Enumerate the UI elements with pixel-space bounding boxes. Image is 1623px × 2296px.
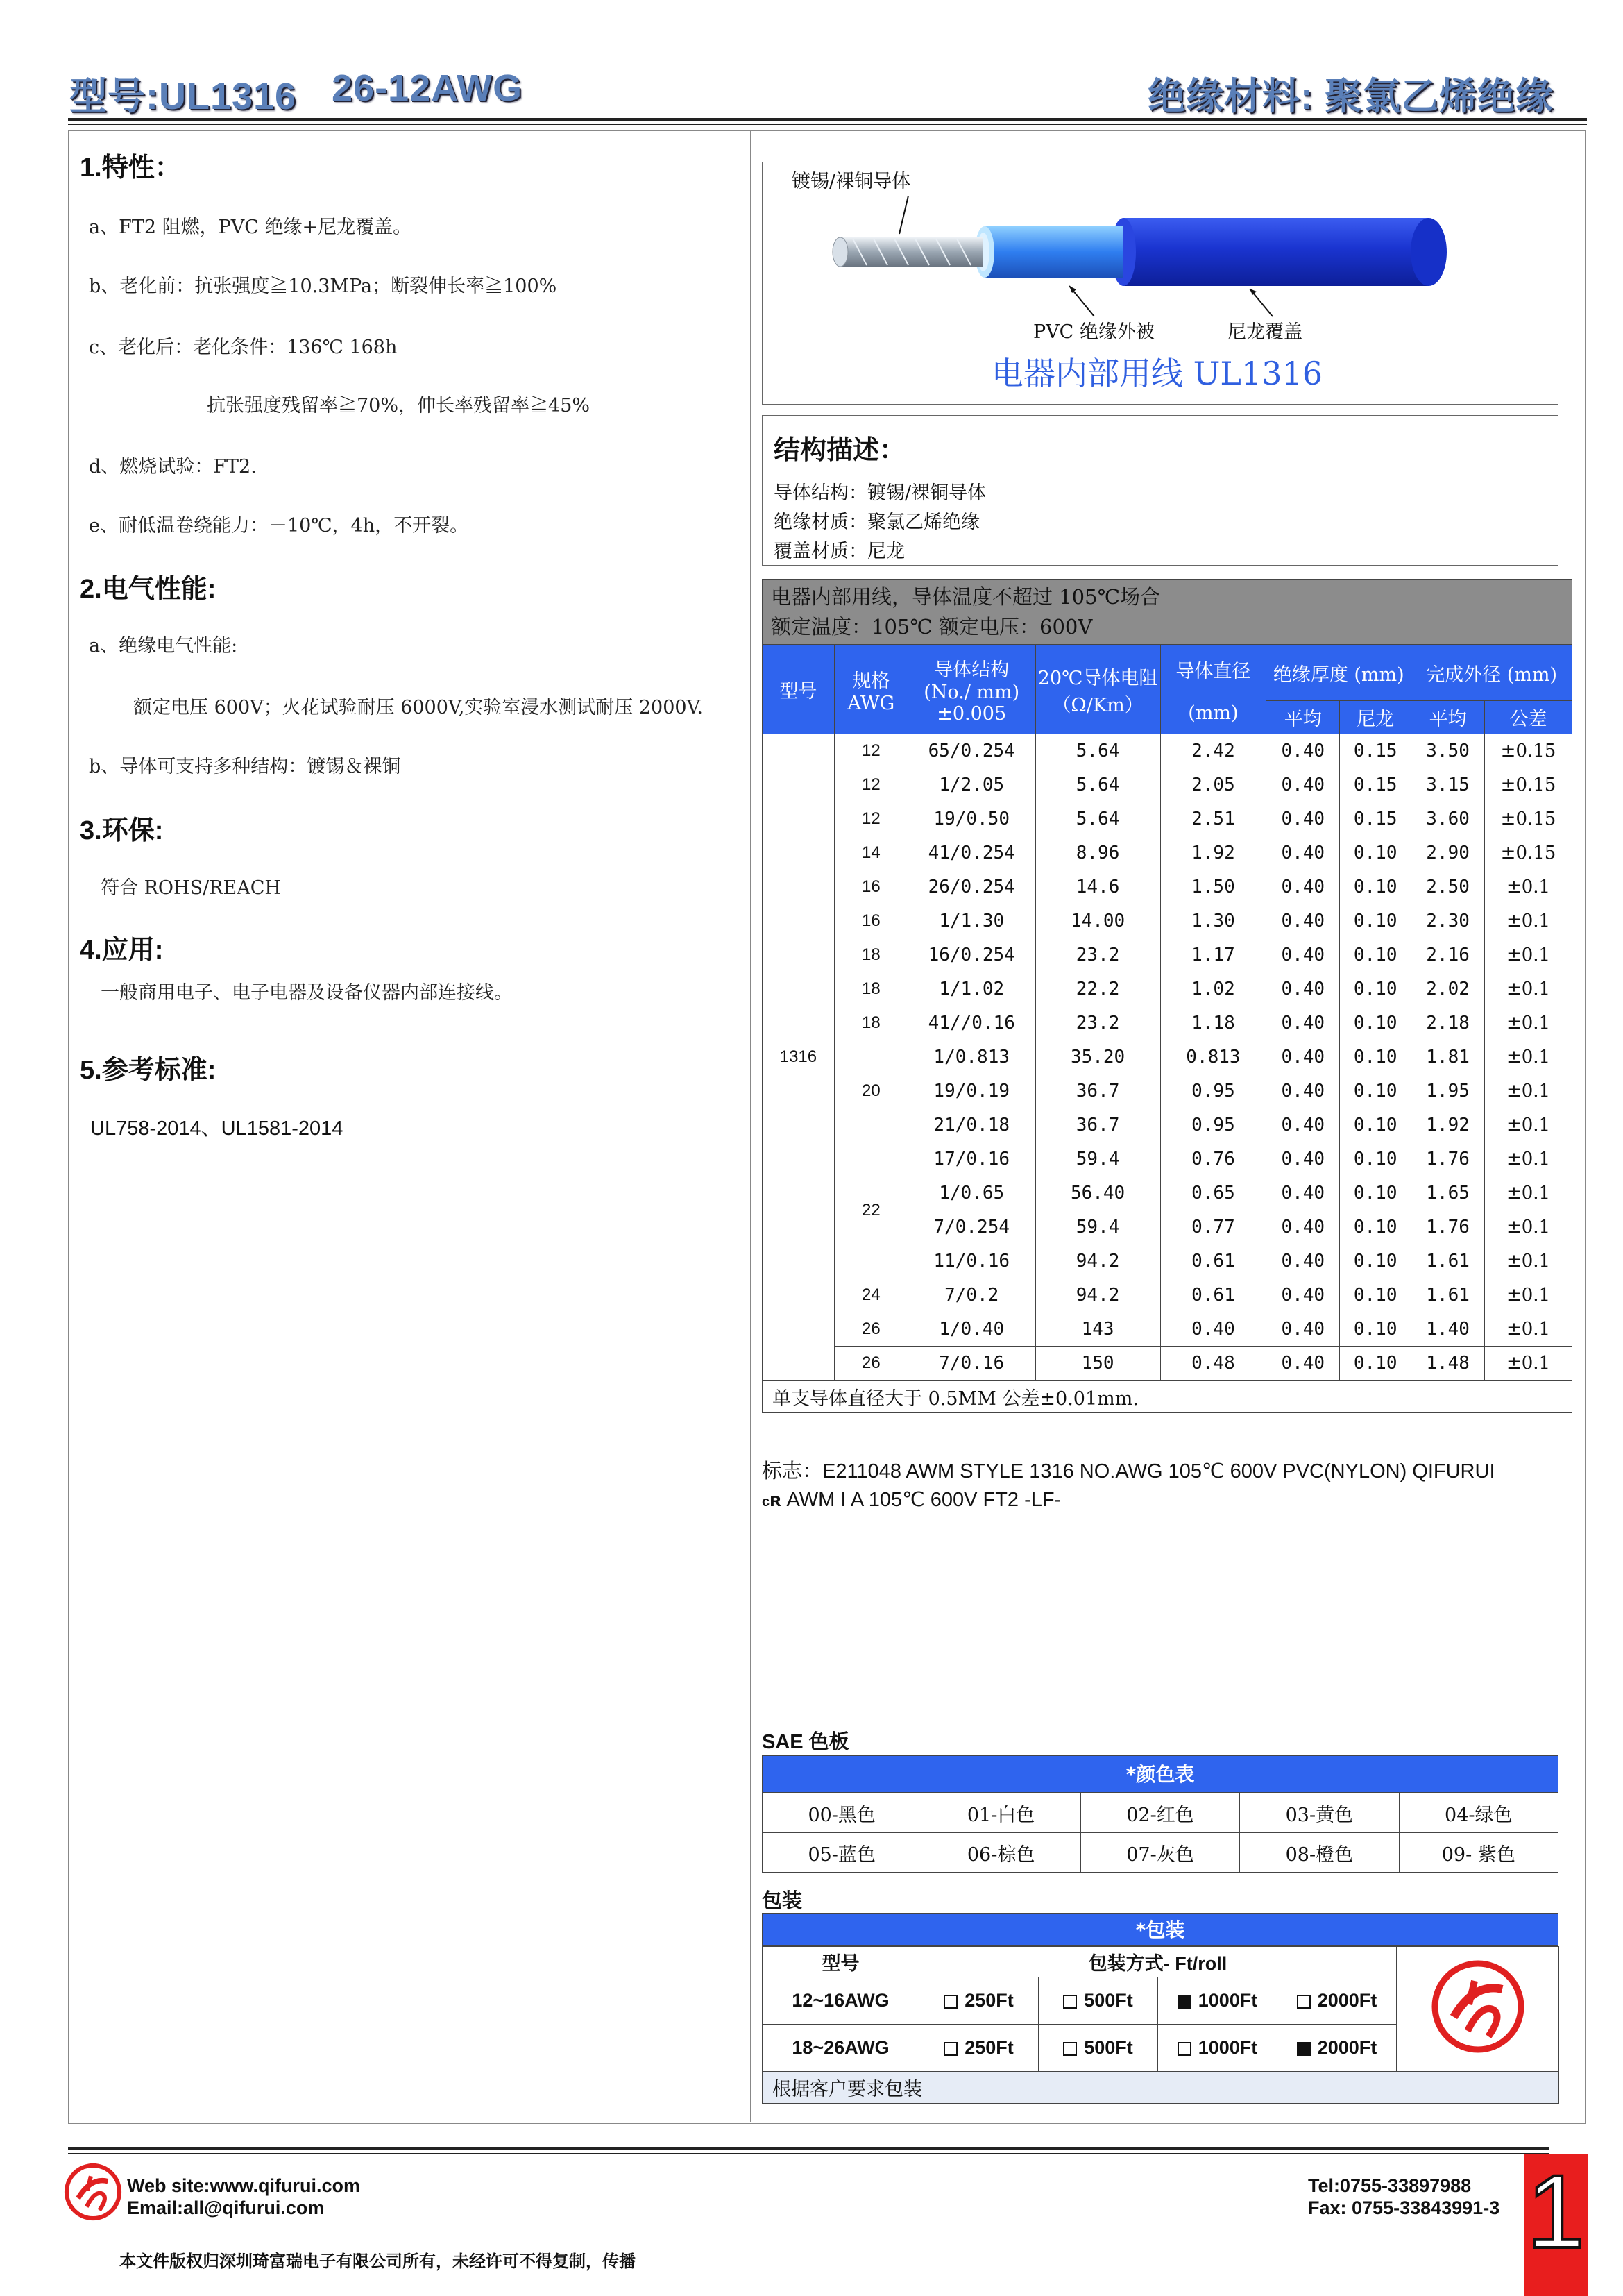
char-e: e、耐低温卷绕能力：－10℃，4h，不开裂。 <box>89 515 469 537</box>
tolerance-cell: ±0.1 <box>1485 1074 1572 1108</box>
insulation-avg-cell: 0.40 <box>1266 1176 1340 1210</box>
od-avg-cell: 1.76 <box>1411 1210 1485 1244</box>
conductor-cell: 19/0.19 <box>908 1074 1035 1108</box>
color-cell: 09- 紫色 <box>1399 1833 1558 1873</box>
structure-cover: 覆盖材质：尼龙 <box>774 541 905 562</box>
col-insulation: 绝缘厚度 (mm) <box>1266 645 1411 701</box>
pack-option-cell <box>1039 2025 1158 2072</box>
char-d: d、燃烧试验：FT2. <box>89 456 257 478</box>
conductor-cell: 7/0.254 <box>908 1210 1035 1244</box>
spec-row <box>763 734 1572 768</box>
insulation-avg-cell: 0.40 <box>1266 1312 1340 1347</box>
insulation-avg-cell: 0.40 <box>1266 836 1340 870</box>
resistance-cell: 5.64 <box>1035 802 1160 836</box>
col-diameter <box>1160 645 1266 734</box>
nylon-cell: 0.10 <box>1340 1210 1411 1244</box>
od-avg-cell: 1.81 <box>1411 1040 1485 1074</box>
od-avg-cell: 1.40 <box>1411 1312 1485 1347</box>
nylon-cell: 0.10 <box>1340 1040 1411 1074</box>
sae-title: SAE 色板 <box>762 1731 849 1753</box>
color-cell: 03-黄色 <box>1240 1793 1399 1833</box>
tolerance-cell: ±0.1 <box>1485 870 1572 904</box>
header-rule <box>68 118 1587 121</box>
model-cell: 1316 <box>763 734 835 1381</box>
spec-note-1: 电器内部用线，导体温度不超过 105℃场合 <box>771 585 1161 609</box>
pack-col-model: 型号 <box>763 1947 919 1977</box>
cable-figure-box <box>762 162 1558 405</box>
nylon-cell: 0.10 <box>1340 1244 1411 1278</box>
spec-table <box>762 645 1572 1413</box>
awg-range: 26-12AWG <box>332 67 523 109</box>
nylon-cell: 0.10 <box>1340 1347 1411 1381</box>
col-od: 完成外径 (mm) <box>1411 645 1572 701</box>
pvc-insulation <box>975 226 1123 278</box>
awg-cell: 12 <box>834 802 908 836</box>
diameter-cell: 0.61 <box>1160 1278 1266 1312</box>
pack-option-label: 2000Ft <box>1317 1990 1377 2011</box>
char-c: c、老化后：老化条件：136℃ 168h <box>89 337 398 358</box>
spec-row <box>763 768 1572 802</box>
resistance-cell: 5.64 <box>1035 734 1160 768</box>
header-rule-thin <box>68 124 1587 125</box>
nylon-cell: 0.10 <box>1340 1108 1411 1142</box>
spec-row <box>763 972 1572 1006</box>
insulation-avg-cell: 0.40 <box>1266 972 1340 1006</box>
unchecked-box-icon[interactable] <box>1063 1995 1077 2009</box>
checked-box-icon[interactable] <box>1297 2042 1311 2056</box>
pack-option-cell <box>1039 1977 1158 2025</box>
od-avg-cell: 3.60 <box>1411 802 1485 836</box>
diameter-cell: 0.95 <box>1160 1074 1266 1108</box>
od-avg-cell: 2.18 <box>1411 1006 1485 1040</box>
pack-option-label: 1000Ft <box>1198 2037 1258 2058</box>
od-avg-cell: 2.30 <box>1411 904 1485 938</box>
conductor-cell: 7/0.16 <box>908 1347 1035 1381</box>
resistance-cell: 5.64 <box>1035 768 1160 802</box>
copyright-notice: 本文件版权归深圳琦富瑞电子有限公司所有，未经许可不得复制，传播 <box>119 2252 636 2271</box>
nylon-cell: 0.10 <box>1340 1142 1411 1176</box>
awg-cell: 14 <box>834 836 908 870</box>
cable-jacket <box>1111 218 1447 286</box>
column-divider <box>750 130 751 2122</box>
color-row <box>763 1793 1558 1833</box>
insulation-avg-cell: 0.40 <box>1266 1210 1340 1244</box>
cul-mark-icon: cʀ <box>762 1489 781 1510</box>
section-electrical-title: 2.电气性能: <box>80 575 216 604</box>
resistance-cell: 94.2 <box>1035 1278 1160 1312</box>
pvc-label: PVC 绝缘外被 <box>1033 321 1155 343</box>
section-characteristics-title: 1.特性： <box>80 153 181 183</box>
resistance-cell: 14.6 <box>1035 870 1160 904</box>
diameter-cell: 0.48 <box>1160 1347 1266 1381</box>
tolerance-cell: ±0.15 <box>1485 768 1572 802</box>
resistance-cell: 94.2 <box>1035 1244 1160 1278</box>
nylon-cell: 0.10 <box>1340 836 1411 870</box>
conductor-cell: 65/0.254 <box>908 734 1035 768</box>
footer-fax: Fax: 0755-33843991-3 <box>1308 2197 1500 2218</box>
insulation-avg-cell: 0.40 <box>1266 938 1340 972</box>
conductor-label: 镀锡/裸铜导体 <box>792 171 911 192</box>
page-number: 1 <box>1527 2153 1585 2270</box>
tolerance-cell: ±0.1 <box>1485 1142 1572 1176</box>
od-avg-cell: 3.15 <box>1411 768 1485 802</box>
diameter-cell: 0.95 <box>1160 1108 1266 1142</box>
awg-cell: 24 <box>834 1278 908 1312</box>
pack-model-cell: 18~26AWG <box>763 2025 919 2072</box>
tolerance-cell: ±0.1 <box>1485 1347 1572 1381</box>
pack-col-method: 包装方式- Ft/roll <box>919 1947 1397 1977</box>
company-logo-icon <box>1426 1955 1530 2059</box>
insulation-material-title: 绝缘材料: 聚氯乙烯绝缘 <box>1148 76 1554 117</box>
application-text: 一般商用电子、电子电器及设备仪器内部连接线。 <box>101 982 513 1004</box>
resistance-cell: 35.20 <box>1035 1040 1160 1074</box>
spec-row <box>763 1312 1572 1347</box>
conductor-cell: 26/0.254 <box>908 870 1035 904</box>
resistance-cell: 14.00 <box>1035 904 1160 938</box>
col-awg: 规格 AWG <box>834 645 908 734</box>
spec-row <box>763 1142 1572 1176</box>
color-cell: 05-蓝色 <box>763 1833 921 1873</box>
pack-option-cell <box>919 1977 1039 2025</box>
col-conductor: 导体结构 (No./ mm) ±0.005 <box>908 645 1035 734</box>
diameter-cell: 1.92 <box>1160 836 1266 870</box>
color-cell: 07-灰色 <box>1080 1833 1239 1873</box>
insulation-avg-cell: 0.40 <box>1266 904 1340 938</box>
diameter-cell: 2.05 <box>1160 768 1266 802</box>
resistance-cell: 59.4 <box>1035 1142 1160 1176</box>
pack-option-label: 2000Ft <box>1317 2037 1377 2058</box>
od-avg-cell: 1.95 <box>1411 1074 1485 1108</box>
insulation-avg-cell: 0.40 <box>1266 1142 1340 1176</box>
footer-rule <box>68 2147 1549 2150</box>
nylon-cell: 0.10 <box>1340 904 1411 938</box>
insulation-avg-cell: 0.40 <box>1266 734 1340 768</box>
conductor-pointer <box>899 196 908 234</box>
diameter-cell: 2.42 <box>1160 734 1266 768</box>
insulation-avg-cell: 0.40 <box>1266 1040 1340 1074</box>
resistance-cell: 8.96 <box>1035 836 1160 870</box>
unchecked-box-icon[interactable] <box>1297 1995 1311 2009</box>
structure-insulation: 绝缘材质：聚氯乙烯绝缘 <box>774 512 980 533</box>
color-cell: 00-黑色 <box>763 1793 921 1833</box>
spec-row <box>763 1006 1572 1040</box>
od-avg-cell: 2.16 <box>1411 938 1485 972</box>
insulation-avg-cell: 0.40 <box>1266 802 1340 836</box>
figure-caption: 电器内部用线 UL1316 <box>992 355 1323 392</box>
pack-option-cell <box>1158 1977 1277 2025</box>
structure-box <box>762 415 1558 566</box>
page-number-box <box>1524 2154 1588 2296</box>
od-avg-cell: 1.48 <box>1411 1347 1485 1381</box>
col-model: 型号 <box>763 645 835 734</box>
color-row <box>763 1833 1558 1873</box>
insulation-avg-cell: 0.40 <box>1266 1006 1340 1040</box>
nylon-cell: 0.10 <box>1340 938 1411 972</box>
tolerance-cell: ±0.1 <box>1485 1312 1572 1347</box>
tolerance-cell: ±0.1 <box>1485 1278 1572 1312</box>
color-cell: 01-白色 <box>921 1793 1080 1833</box>
conductor-cell: 19/0.50 <box>908 802 1035 836</box>
marking-line-2: AWM I A 105℃ 600V FT2 -LF- <box>786 1489 1062 1511</box>
conductor-cell: 41//0.16 <box>908 1006 1035 1040</box>
spec-row <box>763 1278 1572 1312</box>
conductor-cell: 1/1.30 <box>908 904 1035 938</box>
col-diameter-label: 导体直径 <box>1175 660 1251 682</box>
awg-cell: 12 <box>834 734 908 768</box>
diameter-cell: 0.77 <box>1160 1210 1266 1244</box>
conductor-cell: 17/0.16 <box>908 1142 1035 1176</box>
tolerance-cell: ±0.1 <box>1485 904 1572 938</box>
conductor-cell: 16/0.254 <box>908 938 1035 972</box>
elec-a2: 额定电压 600V；火花试验耐压 6000V,实验室浸水测试耐压 2000V. <box>133 697 703 718</box>
pack-option-cell <box>1277 1977 1397 2025</box>
od-avg-cell: 2.02 <box>1411 972 1485 1006</box>
nylon-label: 尼龙覆盖 <box>1227 321 1302 343</box>
color-cell: 04-绿色 <box>1399 1793 1558 1833</box>
diameter-cell: 2.51 <box>1160 802 1266 836</box>
conductor-cell: 1/0.813 <box>908 1040 1035 1074</box>
insulation-avg-cell: 0.40 <box>1266 870 1340 904</box>
awg-cell: 20 <box>834 1040 908 1142</box>
tolerance-cell: ±0.15 <box>1485 734 1572 768</box>
pack-model-cell: 12~16AWG <box>763 1977 919 2025</box>
awg-cell: 26 <box>834 1312 908 1347</box>
footer-website[interactable]: Web site:www.qifurui.com <box>127 2175 361 2196</box>
tolerance-cell: ±0.1 <box>1485 972 1572 1006</box>
insulation-avg-cell: 0.40 <box>1266 1347 1340 1381</box>
awg-cell: 22 <box>834 1142 908 1278</box>
color-table <box>762 1793 1558 1873</box>
diameter-cell: 0.76 <box>1160 1142 1266 1176</box>
spec-row <box>763 1347 1572 1381</box>
conductor-cell: 1/2.05 <box>908 768 1035 802</box>
pack-option-cell <box>919 2025 1039 2072</box>
spec-note-bar <box>762 579 1572 645</box>
nylon-cell: 0.15 <box>1340 734 1411 768</box>
spec-row <box>763 836 1572 870</box>
col-resistance: 20℃导体电阻（Ω/Km） <box>1035 645 1160 734</box>
col-nylon: 尼龙 <box>1340 701 1411 734</box>
awg-cell: 18 <box>834 938 908 972</box>
conductor-cell: 21/0.18 <box>908 1108 1035 1142</box>
diameter-cell: 1.02 <box>1160 972 1266 1006</box>
conductor-cell: 1/1.02 <box>908 972 1035 1006</box>
tolerance-cell: ±0.1 <box>1485 1108 1572 1142</box>
tolerance-cell: ±0.1 <box>1485 1210 1572 1244</box>
col-ins-avg: 平均 <box>1266 701 1340 734</box>
conductor-cell: 1/0.65 <box>908 1176 1035 1210</box>
unchecked-box-icon[interactable] <box>1178 2042 1191 2056</box>
nylon-cell: 0.10 <box>1340 972 1411 1006</box>
insulation-avg-cell: 0.40 <box>1266 768 1340 802</box>
conductor-cell: 1/0.40 <box>908 1312 1035 1347</box>
awg-cell: 18 <box>834 972 908 1006</box>
conductor-cell: 7/0.2 <box>908 1278 1035 1312</box>
color-cell: 02-红色 <box>1080 1793 1239 1833</box>
pack-option-cell <box>1158 2025 1277 2072</box>
resistance-cell: 22.2 <box>1035 972 1160 1006</box>
marking-line-2-wrap <box>762 1487 1061 1512</box>
resistance-cell: 56.40 <box>1035 1176 1160 1210</box>
awg-cell: 26 <box>834 1347 908 1381</box>
pack-option-label: 500Ft <box>1084 1990 1133 2011</box>
char-c2: 抗张强度残留率≧70%，伸长率残留率≧45% <box>207 395 590 416</box>
od-avg-cell: 1.61 <box>1411 1278 1485 1312</box>
diameter-cell: 1.50 <box>1160 870 1266 904</box>
structure-title: 结构描述： <box>774 434 906 465</box>
diameter-cell: 0.813 <box>1160 1040 1266 1074</box>
conductor-cell: 41/0.254 <box>908 836 1035 870</box>
insulation-avg-cell: 0.40 <box>1266 1108 1340 1142</box>
spec-footnote: 单支导体直径大于 0.5MM 公差±0.01mm. <box>763 1381 1572 1413</box>
tolerance-cell: ±0.15 <box>1485 836 1572 870</box>
od-avg-cell: 1.61 <box>1411 1244 1485 1278</box>
awg-cell: 16 <box>834 904 908 938</box>
tolerance-cell: ±0.15 <box>1485 802 1572 836</box>
footer-rule-thin <box>68 2153 1549 2154</box>
pack-option-label: 500Ft <box>1084 2037 1133 2058</box>
diameter-cell: 0.65 <box>1160 1176 1266 1210</box>
company-logo-cell <box>1397 1947 1559 2072</box>
section-application-title: 4.应用: <box>80 936 164 965</box>
nylon-cell: 0.10 <box>1340 1176 1411 1210</box>
packaging-note: 根据客户要求包装 <box>763 2072 1559 2104</box>
tolerance-cell: ±0.1 <box>1485 1040 1572 1074</box>
model-title: 型号:UL1316 <box>69 76 297 117</box>
awg-cell: 18 <box>834 1006 908 1040</box>
od-avg-cell: 2.90 <box>1411 836 1485 870</box>
char-b: b、老化前：抗张强度≧10.3MPa；断裂伸长率≧100% <box>89 276 557 297</box>
diameter-cell: 1.18 <box>1160 1006 1266 1040</box>
resistance-cell: 59.4 <box>1035 1210 1160 1244</box>
diameter-cell: 0.61 <box>1160 1244 1266 1278</box>
nylon-cell: 0.10 <box>1340 1278 1411 1312</box>
spec-row <box>763 802 1572 836</box>
packaging-table <box>762 1946 1559 2104</box>
spec-row <box>763 1040 1572 1074</box>
stranded-conductor <box>833 237 983 267</box>
section-environment-title: 3.环保: <box>80 816 164 845</box>
tolerance-cell: ±0.1 <box>1485 938 1572 972</box>
resistance-cell: 36.7 <box>1035 1108 1160 1142</box>
col-diameter-unit: (mm) <box>1188 702 1239 724</box>
spec-note-2: 额定温度：105℃ 额定电压：600V <box>771 615 1093 639</box>
rohs-text: 符合 ROHS/REACH <box>101 877 281 899</box>
section-standard-title: 5.参考标准: <box>80 1056 216 1085</box>
elec-b: b、导体可支持多种结构：镀锡＆裸铜 <box>89 756 401 777</box>
resistance-cell: 36.7 <box>1035 1074 1160 1108</box>
resistance-cell: 23.2 <box>1035 1006 1160 1040</box>
od-avg-cell: 1.92 <box>1411 1108 1485 1142</box>
footer-logo-icon <box>61 2160 125 2224</box>
color-cell: 08-橙色 <box>1240 1833 1399 1873</box>
diameter-cell: 1.17 <box>1160 938 1266 972</box>
conductor-cell: 11/0.16 <box>908 1244 1035 1278</box>
nylon-cell: 0.15 <box>1340 768 1411 802</box>
insulation-avg-cell: 0.40 <box>1266 1278 1340 1312</box>
od-avg-cell: 1.65 <box>1411 1176 1485 1210</box>
tolerance-cell: ±0.1 <box>1485 1244 1572 1278</box>
footer-tel: Tel:0755-33897988 <box>1308 2175 1472 2196</box>
packaging-title: 包装 <box>762 1890 803 1912</box>
od-avg-cell: 3.50 <box>1411 734 1485 768</box>
resistance-cell: 150 <box>1035 1347 1160 1381</box>
pack-option-label: 250Ft <box>965 2037 1014 2058</box>
diameter-cell: 1.30 <box>1160 904 1266 938</box>
insulation-avg-cell: 0.40 <box>1266 1244 1340 1278</box>
color-table-bar: *颜色表 <box>762 1755 1558 1793</box>
elec-a: a、绝缘电气性能: <box>89 635 238 657</box>
col-od-avg: 平均 <box>1411 701 1485 734</box>
nylon-cell: 0.10 <box>1340 1006 1411 1040</box>
od-avg-cell: 2.50 <box>1411 870 1485 904</box>
char-a: a、FT2 阻燃，PVC 绝缘+尼龙覆盖。 <box>89 217 412 238</box>
pack-option-label: 250Ft <box>965 1990 1014 2011</box>
spec-row <box>763 938 1572 972</box>
col-tolerance: 公差 <box>1485 701 1572 734</box>
diameter-cell: 0.40 <box>1160 1312 1266 1347</box>
color-cell: 06-棕色 <box>921 1833 1080 1873</box>
checked-box-icon[interactable] <box>1178 1995 1191 2009</box>
nylon-cell: 0.10 <box>1340 1074 1411 1108</box>
od-avg-cell: 1.76 <box>1411 1142 1485 1176</box>
awg-cell: 12 <box>834 768 908 802</box>
tolerance-cell: ±0.1 <box>1485 1176 1572 1210</box>
resistance-cell: 143 <box>1035 1312 1160 1347</box>
spec-row <box>763 870 1572 904</box>
pack-option-label: 1000Ft <box>1198 1990 1258 2011</box>
nylon-cell: 0.10 <box>1340 870 1411 904</box>
nylon-cell: 0.10 <box>1340 1312 1411 1347</box>
tolerance-cell: ±0.1 <box>1485 1006 1572 1040</box>
unchecked-box-icon[interactable] <box>1063 2042 1077 2056</box>
structure-conductor: 导体结构：镀锡/裸铜导体 <box>774 482 987 504</box>
unchecked-box-icon[interactable] <box>944 1995 958 2009</box>
marking-line-1: 标志：E211048 AWM STYLE 1316 NO.AWG 105℃ 600V PVC(NYLON) QIFURUI <box>762 1460 1495 1483</box>
packaging-bar: *包装 <box>762 1913 1558 1946</box>
awg-cell: 16 <box>834 870 908 904</box>
unchecked-box-icon[interactable] <box>944 2042 958 2056</box>
nylon-cell: 0.15 <box>1340 802 1411 836</box>
pack-option-cell <box>1277 2025 1397 2072</box>
spec-row <box>763 904 1572 938</box>
resistance-cell: 23.2 <box>1035 938 1160 972</box>
insulation-avg-cell: 0.40 <box>1266 1074 1340 1108</box>
standard-text: UL758-2014、UL1581-2014 <box>90 1117 343 1140</box>
footer-email[interactable]: Email:all@qifurui.com <box>127 2197 325 2218</box>
